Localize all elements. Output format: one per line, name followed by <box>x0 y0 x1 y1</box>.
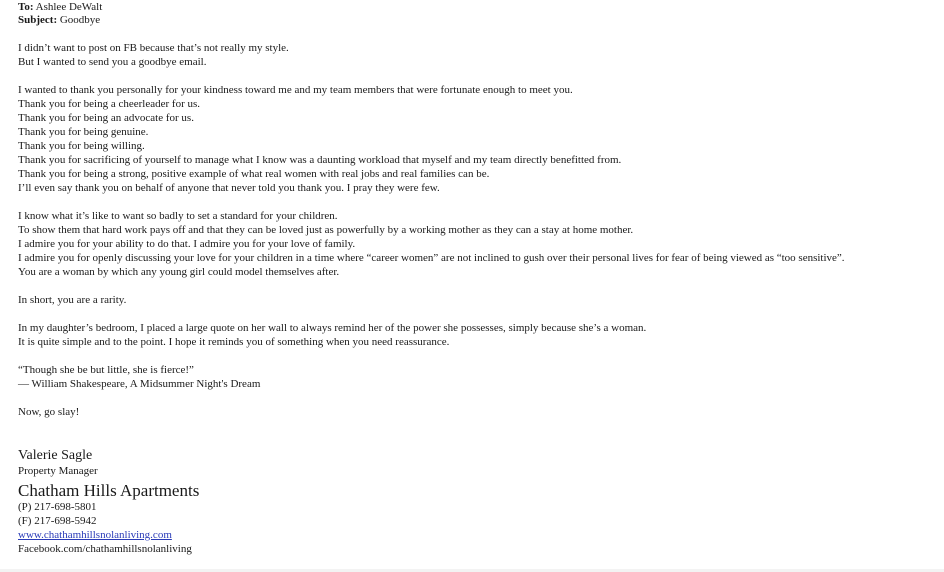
body-paragraph <box>18 321 938 349</box>
body-line: But I wanted to send you a goodbye email. <box>18 56 207 68</box>
subject-label: Subject: <box>18 14 58 26</box>
body-paragraph <box>18 209 938 279</box>
body-line: I didn’t want to post on FB because that’s not really my style. <box>18 42 289 54</box>
body-paragraph <box>18 405 938 419</box>
body-line: It is quite simple and to the point. I hope it reminds you of something when you need reassurance. <box>18 336 450 348</box>
body-line: To show them that hard work pays off and that they can be loved just as powerfully by a working mother as they can a stay at home mother. <box>18 224 634 236</box>
body-line: “Though she be but little, she is fierce!” <box>18 364 194 376</box>
body-paragraph <box>18 363 938 391</box>
body-paragraph <box>18 293 938 307</box>
body-line: I admire you for your ability to do that. I admire you for your love of family. <box>18 238 356 250</box>
body-line: Thank you for being willing. <box>18 140 145 152</box>
body-line: Thank you for being genuine. <box>18 126 149 138</box>
body-line: Thank you for sacrificing of yourself to manage what I know was a daunting workload that myself and my team directly benefitted from. <box>18 154 622 166</box>
subject-field <box>18 14 100 27</box>
signature-facebook: Facebook.com/chathamhillsnolanliving <box>18 543 192 555</box>
email-signature <box>18 447 199 556</box>
email-body <box>18 41 938 433</box>
signature-title: Property Manager <box>18 465 98 477</box>
body-line: Now, go slay! <box>18 406 80 418</box>
body-line: I know what it’s like to want so badly to set a standard for your children. <box>18 210 338 222</box>
body-line: You are a woman by which any young girl could model themselves after. <box>18 266 340 278</box>
body-line: — William Shakespeare, A Midsummer Night's Dream <box>18 378 261 390</box>
body-line: Thank you for being a cheerleader for us. <box>18 98 201 110</box>
to-label: To: <box>18 1 34 13</box>
body-line: I admire you for openly discussing your love for your children in a time where “career women” are not inclined to gush over their personal lives for fear of being viewed as “too sensitive”. <box>18 252 845 264</box>
body-line: I’ll even say thank you on behalf of anyone that never told you thank you. I pray they were few. <box>18 182 440 194</box>
signature-fax: (F) 217-698-5942 <box>18 515 97 527</box>
signature-company: Chatham Hills Apartments <box>18 481 200 500</box>
body-line: I wanted to thank you personally for your kindness toward me and my team members that were fortunate enough to meet you. <box>18 84 573 96</box>
body-line: Thank you for being a strong, positive example of what real women with real jobs and real families can be. <box>18 168 490 180</box>
body-line: Thank you for being an advocate for us. <box>18 112 194 124</box>
body-paragraph <box>18 83 938 195</box>
subject-value: Goodbye <box>59 14 101 26</box>
signature-name: Valerie Sagle <box>18 448 93 463</box>
body-paragraph <box>18 41 938 69</box>
to-value: Ashlee DeWalt <box>35 1 103 13</box>
body-line: In short, you are a rarity. <box>18 294 127 306</box>
to-field <box>18 1 102 14</box>
body-line: In my daughter’s bedroom, I placed a large quote on her wall to always remind her of the power she possesses, simply because she’s a woman. <box>18 322 647 334</box>
signature-website-link[interactable]: www.chathamhillsnolanliving.com <box>18 529 172 541</box>
signature-phone: (P) 217-698-5801 <box>18 501 97 513</box>
